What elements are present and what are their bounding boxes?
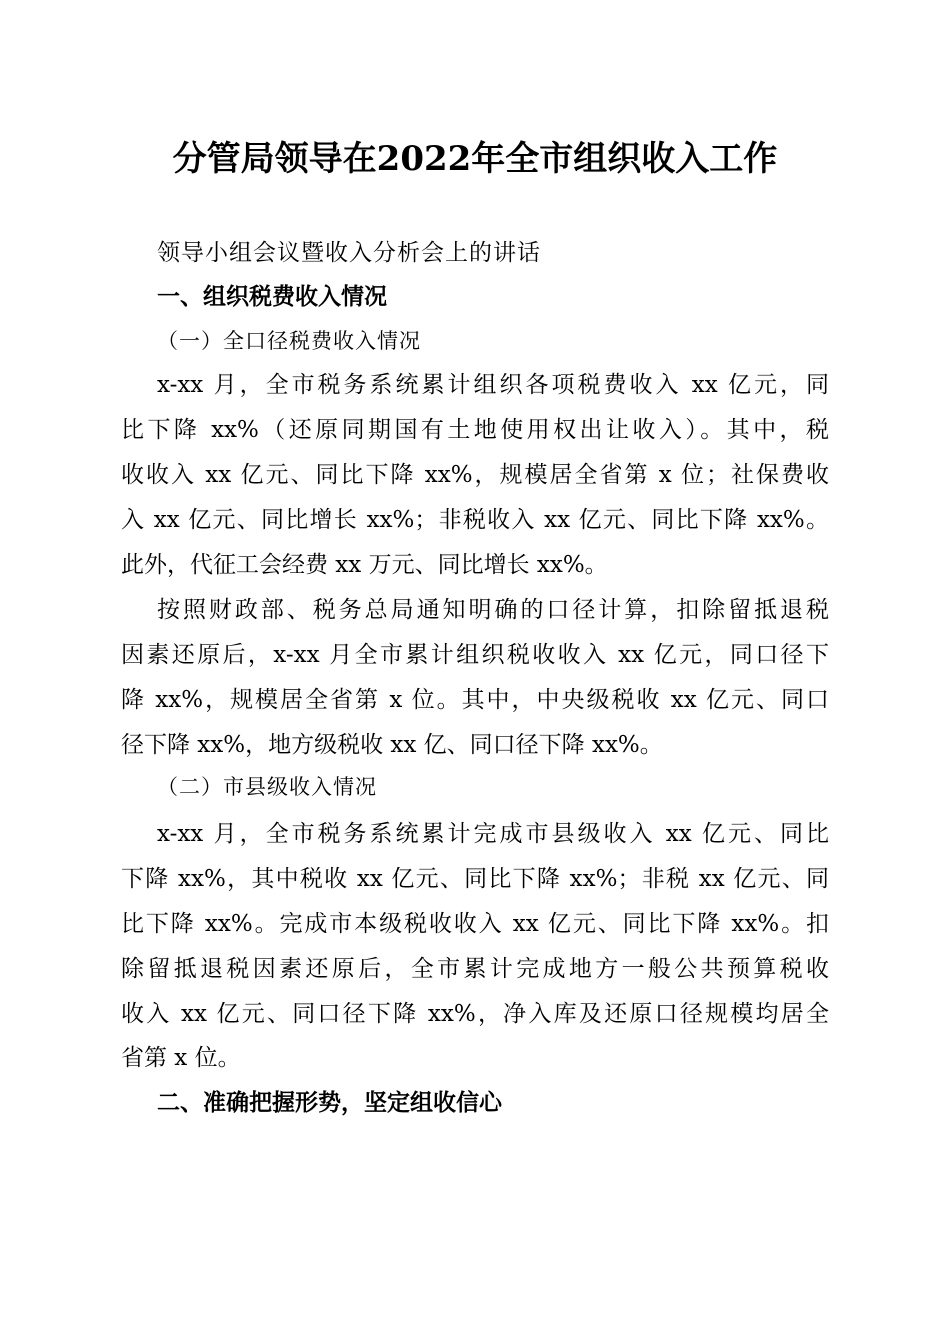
subsection-heading-1-2: （二）市县级收入情况 bbox=[157, 775, 377, 799]
paragraph-line: 下降 xx%，其中税收 xx 亿元、同比下降 xx%；非税 xx 亿元、同 bbox=[121, 866, 829, 892]
paragraph-line: 径下降 xx%，地方级税收 xx 亿、同口径下降 xx%。 bbox=[121, 732, 663, 758]
section-heading-1: 一、组织税费收入情况 bbox=[157, 284, 387, 310]
paragraph-line: 收收入 xx 亿元、同比下降 xx%，规模居全省第 x 位；社保费收 bbox=[121, 462, 829, 488]
paragraph-line: 入 xx 亿元、同比增长 xx%；非税收入 xx 亿元、同比下降 xx%。 bbox=[121, 507, 829, 533]
subsection-heading-1-1: （一）全口径税费收入情况 bbox=[157, 329, 421, 353]
paragraph-line: 此外，代征工会经费 xx 万元、同比增长 xx%。 bbox=[121, 552, 608, 578]
paragraph-line: 按照财政部、税务总局通知明确的口径计算，扣除留抵退税 bbox=[157, 597, 829, 623]
paragraph-line: 降 xx%，规模居全省第 x 位。其中，中央级税收 xx 亿元、同口 bbox=[121, 687, 829, 713]
paragraph-line: 比下降 xx%。完成市本级税收收入 xx 亿元、同比下降 xx%。扣 bbox=[121, 911, 829, 937]
paragraph-line: 因素还原后，x-xx 月全市累计组织税收收入 xx 亿元，同口径下 bbox=[121, 642, 829, 668]
paragraph-line: x-xx 月，全市税务系统累计组织各项税费收入 xx 亿元，同 bbox=[157, 372, 829, 398]
paragraph-line: 收入 xx 亿元、同口径下降 xx%，净入库及还原口径规模均居全 bbox=[121, 1001, 829, 1027]
paragraph-line: 省第 x 位。 bbox=[121, 1045, 241, 1071]
paragraph-line: 除留抵退税因素还原后，全市累计完成地方一般公共预算税收 bbox=[121, 956, 829, 982]
paragraph-line: 比下降 xx%（还原同期国有土地使用权出让收入）。其中，税 bbox=[121, 417, 829, 443]
document-title: 分管局领导在2022年全市组织收入工作 bbox=[172, 139, 778, 179]
paragraph-line: x-xx 月，全市税务系统累计完成市县级收入 xx 亿元、同比 bbox=[157, 821, 829, 847]
section-heading-2: 二、准确把握形势，坚定组收信心 bbox=[157, 1090, 502, 1116]
document-subtitle: 领导小组会议暨收入分析会上的讲话 bbox=[157, 240, 541, 266]
